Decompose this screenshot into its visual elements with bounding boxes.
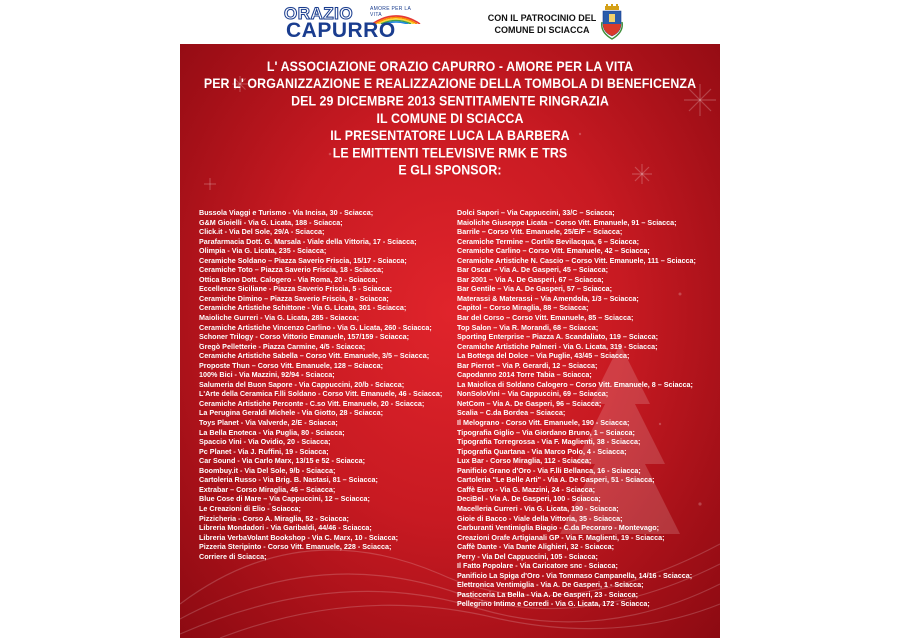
sponsor-item: Extrabar – Corso Miraglia, 46 – Sciacca;: [199, 484, 336, 494]
headline-line-4: IL COMUNE DI SCIACCA: [376, 110, 524, 127]
sponsor-item: Libreria VerbaVolant Bookshop - Via C. Marx, 10 - Sciacca;: [199, 532, 399, 542]
sponsor-item: Creazioni Orafe Artigianali GP - Via F. Maglienti, 19 - Sciacca;: [457, 532, 665, 542]
sponsor-item: Cartoleria Russo - Via Brig. B. Nastasi, 81 – Sciacca;: [199, 475, 378, 485]
sponsor-item: L'Arte della Ceramica F.lli Soldano - Corso Vitt. Emanuele, 46 - Sciacca;: [199, 389, 443, 399]
sponsor-item: Pizzeria Steripinto - Corso Vitt. Emanuele, 228 - Sciacca;: [199, 542, 392, 552]
sponsor-item: Il Melograno - Corso Vitt. Emanuele, 190 - Sciacca;: [457, 418, 630, 428]
sponsor-item: Ceramiche Artistiche Perconte - C.so Vitt. Emanuele, 20 - Sciacca;: [199, 398, 425, 408]
sponsor-item: Tipografia Giglio – Via Giordano Bruno, 1 – Sciacca;: [457, 427, 635, 437]
sponsor-item: Bar del Corso – Corso Vitt. Emanuele, 85 – Sciacca;: [457, 313, 634, 323]
sponsor-item: Ceramiche Artistiche Schittone - Via G. Licata, 301 - Sciacca;: [199, 303, 407, 313]
sponsor-item: Caffè Dante - Via Dante Alighieri, 32 - Sciacca;: [457, 542, 614, 552]
headline-line-7: E GLI SPONSOR:: [398, 162, 502, 178]
sponsor-item: Barrile – Corso Vitt. Emanuele, 25/E/F – Sciacca;: [457, 227, 623, 237]
sponsor-item: Dolci Sapori – Via Cappuccini, 33/C – Sciacca;: [457, 208, 615, 217]
sponsor-item: Caffè Euro - Via G. Mazzini, 24 - Sciacca;: [457, 484, 596, 494]
patronage-line-2: COMUNE DI SCIACCA: [494, 25, 590, 35]
sponsor-item: Corriere di Sciacca;: [199, 551, 267, 561]
headline: [180, 58, 720, 179]
orazio-capurro-logo: [284, 4, 424, 42]
sponsor-item: Maioliche Gurreri - Via G. Licata, 285 - Sciacca;: [199, 313, 360, 323]
thank-you-poster: [180, 44, 720, 638]
sponsor-item: Proposte Thun – Corso Vitt. Emanuele, 128 – Sciacca;: [199, 360, 384, 370]
page-header: [0, 0, 900, 44]
sponsor-item: Perry - Via Del Cappuccini, 105 - Sciacca;: [457, 551, 598, 561]
sponsor-item: Pc Planet - Via J. Ruffini, 19 - Sciacca;: [199, 446, 329, 456]
sponsor-item: Spaccio Vini - Via Ovidio, 20 - Sciacca;: [199, 437, 331, 447]
sponsor-item: Bar 2001 – Via A. De Gasperi, 67 – Sciacca;: [457, 274, 604, 284]
sponsor-item: Tipografia Torregrossa - Via F. Maglienti, 38 - Sciacca;: [457, 437, 641, 447]
sponsor-item: Click.it - Via Del Sole, 29/A - Sciacca;: [199, 227, 325, 237]
sponsor-item: DeciBel - Via A. De Gasperi, 100 - Sciacca;: [457, 494, 601, 504]
sponsor-item: La Bottega del Dolce – Via Puglie, 43/45 – Sciacca;: [457, 351, 630, 361]
sponsor-item: Bar Pierrot – Via P. Gerardi, 12 – Sciacca;: [457, 360, 598, 370]
sponsor-item: Panificio Grano d'Oro - Via F.lli Bellanca, 16 - Sciacca;: [457, 465, 641, 475]
sponsor-item: La Perugina Geraldi Michele - Via Giotto, 28 - Sciacca;: [199, 408, 384, 418]
sponsor-item: La Maiolica di Soldano Calogero – Corso Vitt. Emanuele, 8 – Sciacca;: [457, 379, 693, 389]
headline-line-6: LE EMITTENTI TELEVISIVE RMK E TRS: [332, 145, 568, 161]
sponsor-item: Ottica Bono Dott. Calogero - Via Roma, 20 - Sciacca;: [199, 274, 378, 284]
sponsor-item: Ceramiche Toto – Piazza Saverio Friscia, 18 - Sciacca;: [199, 265, 384, 275]
sponsor-item: Capitol – Corso Miraglia, 88 – Sciacca;: [457, 303, 589, 313]
sponsor-item: Eccellenze Siciliane - Piazza Saverio Friscia, 5 - Sciacca;: [199, 284, 392, 294]
logo-tagline: AMORE PER LA VITA: [370, 6, 411, 18]
sponsor-item: Gioie di Bacco - Viale della Vittoria, 35 - Sciacca;: [457, 513, 623, 523]
sponsor-item: Macelleria Curreri - Via G. Licata, 190 - Sciacca;: [457, 503, 619, 513]
sponsor-item: Pizzicheria - Corso A. Miraglia, 52 - Sciacca;: [199, 513, 349, 523]
headline-line-5: IL PRESENTATORE LUCA LA BARBERA: [330, 128, 570, 144]
sponsor-item: Scalia – C.da Bordea – Sciacca;: [457, 408, 566, 418]
sponsor-item: 100% Bici - Via Mazzini, 92/94 - Sciacca;: [199, 370, 335, 380]
headline-line-3: DEL 29 DICEMBRE 2013 SENTITAMENTE RINGRAZIA: [291, 93, 609, 109]
sponsor-item: Ceramiche Artistiche Vincenzo Carlino - Via G. Licata, 260 - Sciacca;: [199, 322, 432, 332]
sponsor-item: Ceramiche Dimino – Piazza Saverio Friscia, 8 - Sciacca;: [199, 293, 389, 303]
sponsor-item: Carburanti Ventimiglia Biagio - C.da Pecoraro - Montevago;: [457, 523, 660, 533]
sponsor-item: Bar Oscar – Via A. De Gasperi, 45 – Sciacca;: [457, 265, 609, 275]
sponsor-item: Libreria Mondadori - Via Garibaldi, 44/46 - Sciacca;: [199, 523, 372, 533]
sponsor-item: Sporting Enterprise – Piazza A. Scandaliato, 119 – Sciacca;: [457, 332, 659, 342]
patronage-text: [487, 12, 597, 36]
sponsor-item: Il Fatto Popolare - Via Caricatore snc - Sciacca;: [457, 561, 618, 571]
headline-line-2: PER L' ORGANIZZAZIONE E REALIZZAZIONE DELLA TOMBOLA DI BENEFICENZA: [203, 76, 697, 92]
sponsor-item: NonSoloVini – Via Cappuccini, 69 – Sciacca;: [457, 389, 609, 399]
sponsor-item: Bar Gentile – Via A. De Gasperi, 57 – Sciacca;: [457, 284, 613, 294]
sponsor-item: Ceramiche Artistiche Palmeri - Via G. Licata, 319 - Sciacca;: [457, 341, 658, 351]
sponsor-item: Ceramiche Termine – Cortile Bevilacqua, 6 – Sciacca;: [457, 236, 640, 246]
sponsor-item: Lux Bar - Corso Miraglia, 112 - Sciacca;: [457, 456, 592, 466]
sponsor-item: Ceramiche Artistiche Sabella – Corso Vitt. Emanuele, 3/5 – Sciacca;: [199, 351, 430, 361]
sponsor-item: Pasticceria La Bella - Via A. De Gasperi, 23 - Sciacca;: [457, 589, 638, 599]
sponsor-list-left: [199, 208, 442, 561]
sponsor-item: Blue Cose di Mare – Via Cappuccini, 12 – Sciacca;: [199, 494, 370, 504]
sponsor-item: Elettronica Ventimiglia - Via A. De Gasperi, 1 - Sciacca;: [457, 580, 644, 590]
sponsor-item: Salumeria del Buon Sapore - Via Cappuccini, 20/b - Sciacca;: [199, 379, 405, 389]
sponsor-item: Materassi & Materassi – Via Amendola, 1/3 – Sciacca;: [457, 293, 639, 303]
headline-line-1: L' ASSOCIAZIONE ORAZIO CAPURRO - AMORE PER LA VITA: [266, 59, 634, 75]
sponsor-item: Schoner Trilogy - Corso Vittorio Emanuele, 157/159 - Sciacca;: [199, 332, 409, 342]
sponsor-item: Bussola Viaggi e Turismo - Via Incisa, 30 - Sciacca;: [199, 208, 374, 217]
sponsor-item: Panificio La Spiga d'Oro - Via Tommaso Campanella, 14/16 - Sciacca;: [457, 570, 693, 580]
sponsor-item: Toys Planet - Via Valverde, 2/E - Sciacca;: [199, 418, 338, 428]
sponsor-item: Cartoleria "Le Belle Arti" - Via A. De Gasperi, 51 - Sciacca;: [457, 475, 655, 485]
sponsor-item: Car Sound - Via Carlo Marx, 13/15 e 52 - Sciacca;: [199, 456, 366, 466]
sponsor-item: Maioliche Giuseppe Licata – Corso Vitt. Emanuele, 91 – Sciacca;: [457, 217, 677, 227]
sponsor-item: Pellegrino Intimo e Corredi - Via G. Licata, 172 - Sciacca;: [457, 599, 650, 609]
sponsor-item: Le Creazioni di Elio - Sciacca;: [199, 503, 301, 513]
sponsor-item: Ceramiche Artistiche N. Cascio – Corso Vitt. Emanuele, 111 – Sciacca;: [457, 255, 696, 265]
sponsor-item: G&M Gioielli - Via G. Licata, 188 - Sciacca;: [199, 217, 343, 227]
sponsor-item: Parafarmacia Dott. G. Marsala - Viale della Vittoria, 17 - Sciacca;: [199, 236, 417, 246]
sponsor-item: Ceramiche Carlino – Corso Vitt. Emanuele, 42 – Sciacca;: [457, 246, 650, 256]
sponsor-item: Olimpia - Via G. Licata, 235 - Sciacca;: [199, 246, 327, 256]
sciacca-crest-icon: [600, 4, 624, 40]
sponsor-item: Boombuy.it - Via Del Sole, 9/b - Sciacca;: [199, 465, 336, 475]
logo-top-text: ORAZIO: [284, 4, 354, 23]
sponsor-item: Gregò Pelletterie - Piazza Carmine, 4/5 - Sciacca;: [199, 341, 366, 351]
sponsor-item: Ceramiche Soldano – Piazza Saverio Friscia, 15/17 - Sciacca;: [199, 255, 407, 265]
logo-bottom-text: CAPURRO: [286, 19, 396, 42]
sponsor-item: Tipografia Quartana - Via Marco Polo, 4 - Sciacca;: [457, 446, 627, 456]
sponsor-item: NetCom – Via A. De Gasperi, 96 – Sciacca;: [457, 398, 602, 408]
sponsor-list-right: [457, 208, 696, 609]
sponsor-item: Top Salon – Via R. Morandi, 68 – Sciacca;: [457, 322, 599, 332]
sponsor-item: La Bella Enoteca - Via Puglia, 80 - Sciacca;: [199, 427, 345, 437]
patronage-line-1: CON IL PATROCINIO DEL: [487, 13, 597, 23]
sponsor-item: Capodanno 2014 Torre Tabia – Sciacca;: [457, 370, 592, 380]
